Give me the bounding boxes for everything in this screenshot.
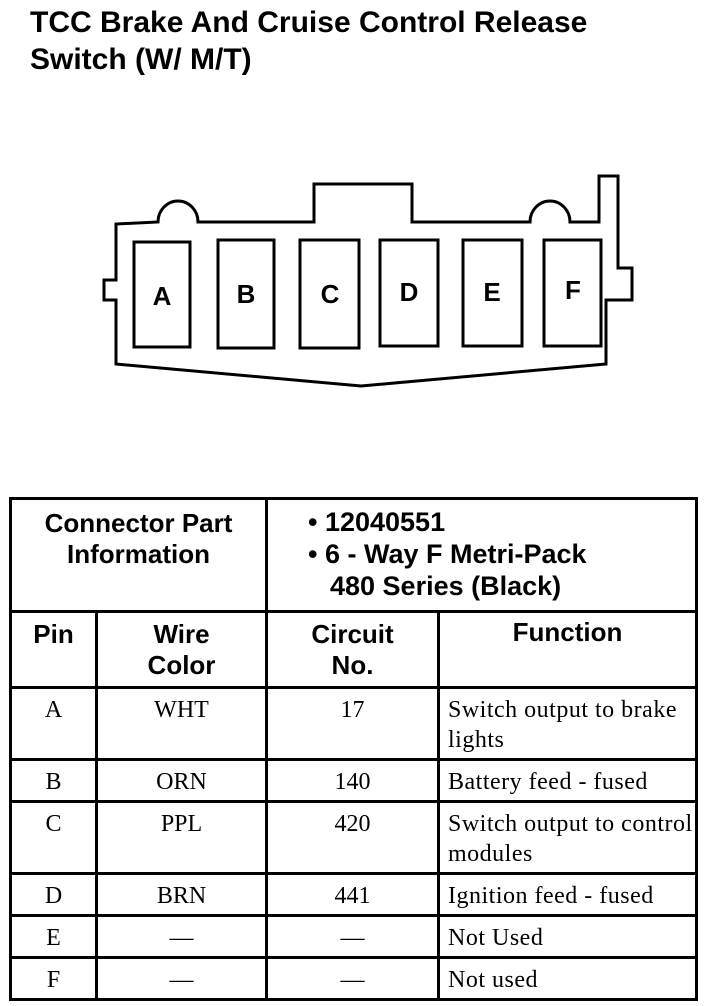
column-header-wire-color-line-2: Color: [147, 650, 216, 680]
title-line-1: TCC Brake And Cruise Control Release: [30, 6, 588, 39]
pin-cell: A: [11, 688, 97, 760]
circuit-cell: 17: [267, 688, 439, 760]
column-header-circuit-line-1: Circuit: [311, 619, 394, 649]
pin-cell: E: [11, 916, 97, 958]
column-header-function: [439, 612, 697, 688]
table-row: [11, 688, 697, 760]
column-header-wire-color-line-1: Wire: [153, 619, 210, 649]
pin-label-f: F: [565, 275, 581, 305]
table-row: [11, 874, 697, 916]
table-row: [11, 958, 697, 1000]
pin-label-e: E: [483, 277, 501, 307]
wire-color-cell: —: [97, 916, 267, 958]
wire-color-cell: —: [97, 958, 267, 1000]
pin-cell: D: [11, 874, 97, 916]
column-header-circuit: [267, 612, 439, 688]
connector-info-table: [9, 497, 698, 1001]
column-header-circuit-line-2: No.: [331, 650, 374, 680]
function-cell: Switch output to control modules: [439, 802, 697, 874]
circuit-cell: —: [267, 958, 439, 1000]
pin-cell: C: [11, 802, 97, 874]
function-cell: Battery feed - fused: [439, 760, 697, 802]
wire-color-cell: PPL: [97, 802, 267, 874]
wire-color-cell: ORN: [97, 760, 267, 802]
function-cell: Switch output to brake lights: [439, 688, 697, 760]
circuit-cell: —: [267, 916, 439, 958]
part-description-line-1: • 6 - Way F Metri-Pack: [308, 539, 587, 569]
part-number: • 12040551: [308, 507, 446, 537]
pin-label-c: C: [320, 279, 340, 309]
column-header-wire-color: [97, 612, 267, 688]
column-header-row: [11, 612, 697, 688]
column-header-pin-label: Pin: [33, 619, 74, 649]
wire-color-cell: WHT: [97, 688, 267, 760]
connector-housing-outline: [104, 176, 632, 386]
wire-color-cell: BRN: [97, 874, 267, 916]
part-info-label-line-2: Information: [67, 539, 210, 569]
part-info-row: [11, 499, 697, 612]
pin-cell: F: [11, 958, 97, 1000]
column-header-pin: [11, 612, 97, 688]
pin-cell: B: [11, 760, 97, 802]
table-row: [11, 802, 697, 874]
part-info-value-cell: [267, 499, 697, 612]
connector-face-diagram: [0, 0, 704, 440]
function-cell: Not used: [439, 958, 697, 1000]
pin-label-d: D: [399, 277, 419, 307]
part-info-label-cell: [11, 499, 267, 612]
function-cell: Ignition feed - fused: [439, 874, 697, 916]
part-description-line-2: 480 Series (Black): [330, 571, 562, 601]
circuit-cell: 441: [267, 874, 439, 916]
pin-label-a: A: [152, 281, 172, 311]
circuit-cell: 420: [267, 802, 439, 874]
table-row: [11, 916, 697, 958]
title-line-2: Switch (W/ M/T): [30, 43, 252, 76]
column-header-function-label: Function: [512, 617, 623, 647]
circuit-cell: 140: [267, 760, 439, 802]
part-info-label-line-1: Connector Part: [44, 508, 233, 538]
function-cell: Not Used: [439, 916, 697, 958]
table-row: [11, 760, 697, 802]
pin-label-b: B: [236, 279, 256, 309]
